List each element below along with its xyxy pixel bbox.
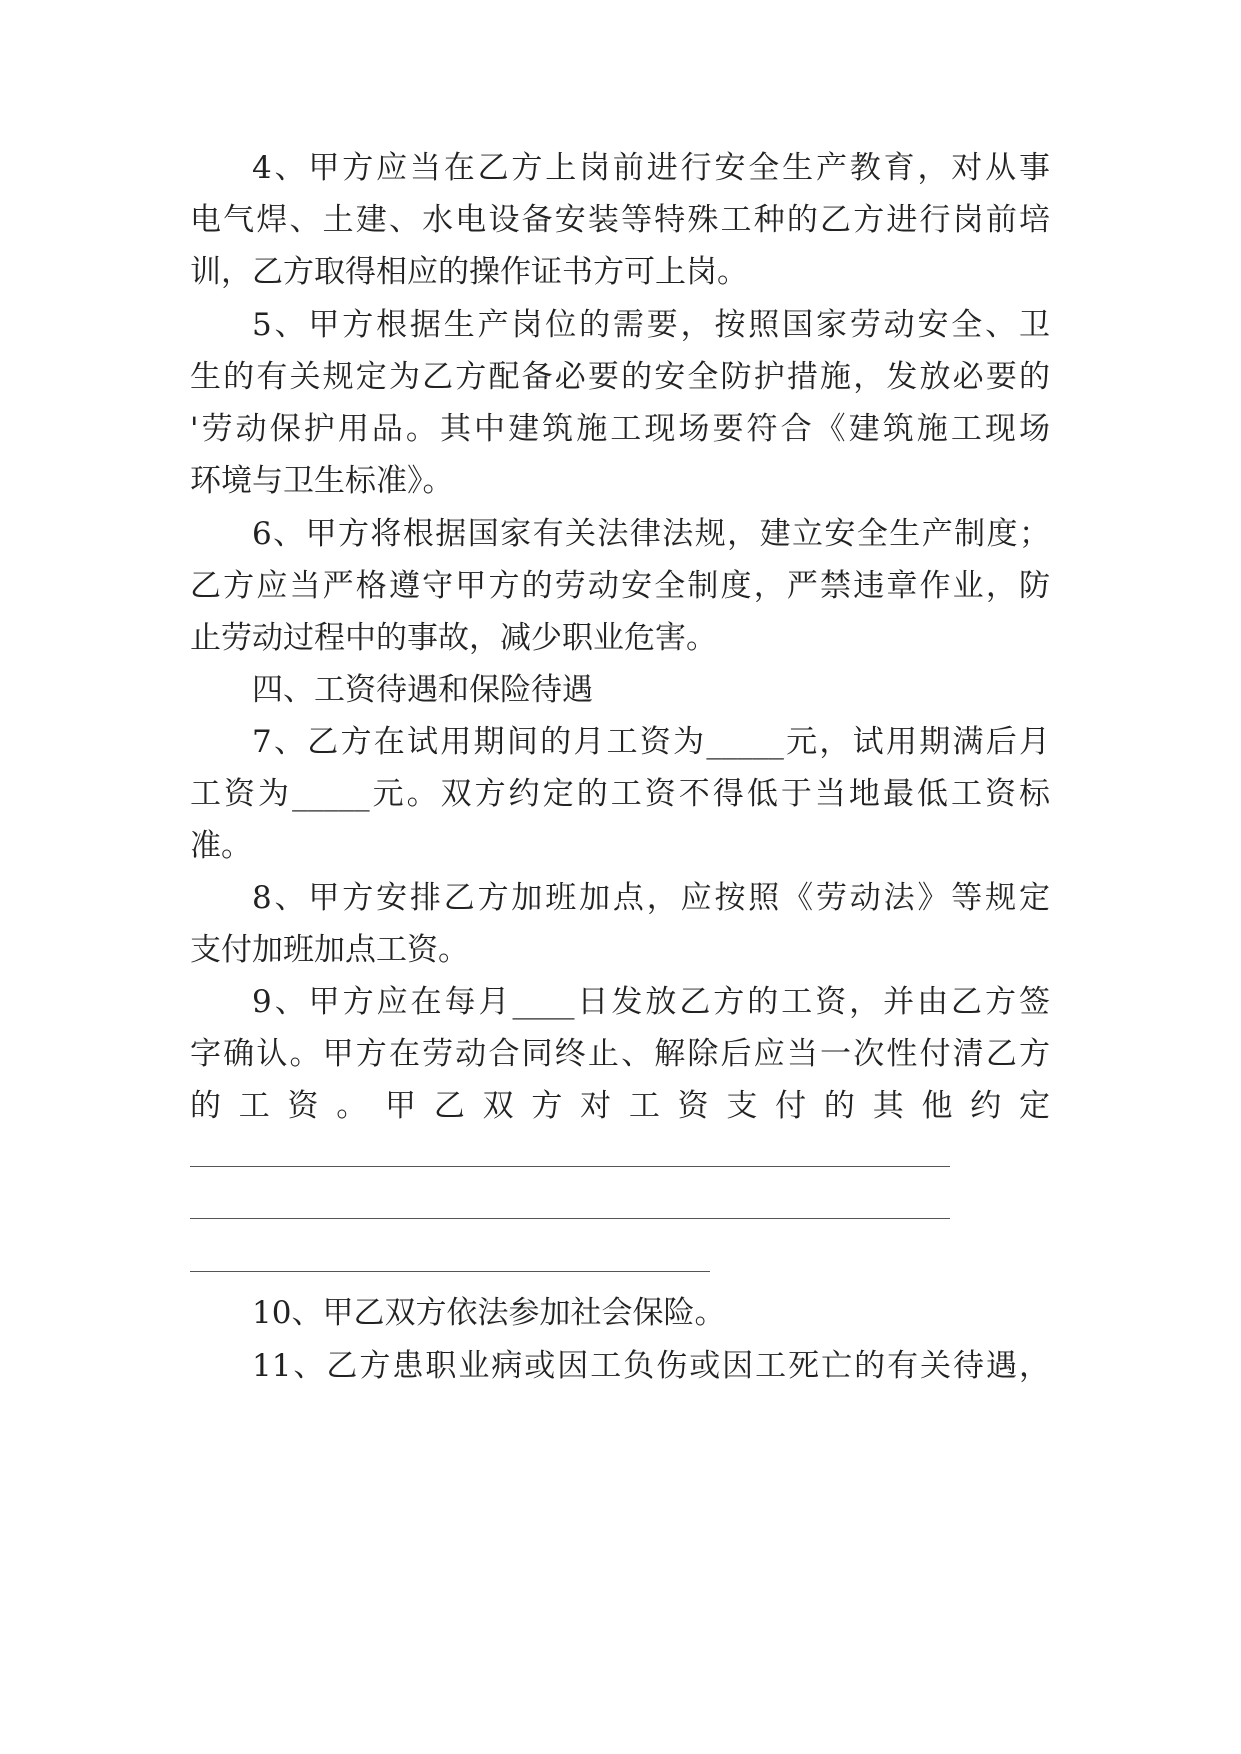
- clause-7-line-3: 准。: [190, 828, 252, 864]
- clause-4-line-1: 4、甲方应当在乙方上岗前进行安全生产教育，对从事: [252, 150, 1050, 186]
- clause-7-line-1: 7、乙方在试用期间的月工资为_____元，试用期满后月: [252, 724, 1050, 760]
- clause-9-line-3: 的 工 资 。 甲 乙 双 方 对 工 资 支 付 的 其 他 约 定: [190, 1088, 1050, 1124]
- blank-fill-line-3: [190, 1271, 710, 1272]
- clause-5-line-1: 5、甲方根据生产岗位的需要，按照国家劳动安全、卫: [252, 307, 1050, 343]
- clause-5-line-3: '劳动保护用品。其中建筑施工现场要符合《建筑施工现场: [190, 411, 1050, 447]
- clause-9-line-2: 字确认。甲方在劳动合同终止、解除后应当一次性付清乙方: [190, 1036, 1050, 1072]
- section-4-heading: 四、工资待遇和保险待遇: [252, 672, 593, 708]
- clause-5-line-4: 环境与卫生标准》。: [190, 463, 454, 499]
- clause-5-line-2: 生的有关规定为乙方配备必要的安全防护措施，发放必要的: [190, 359, 1050, 395]
- clause-6-line-1: 6、甲方将根据国家有关法律法规，建立安全生产制度；: [252, 516, 1050, 552]
- clause-11-line-1: 11、乙方患职业病或因工负伤或因工死亡的有关待遇，: [252, 1348, 1050, 1384]
- document-page: [190, 0, 1050, 1754]
- clause-7-line-2: 工资为_____元。双方约定的工资不得低于当地最低工资标: [190, 776, 1050, 812]
- clause-8-line-1: 8、甲方安排乙方加班加点，应按照《劳动法》等规定: [252, 880, 1050, 916]
- clause-8-line-2: 支付加班加点工资。: [190, 932, 469, 968]
- clause-6-line-2: 乙方应当严格遵守甲方的劳动安全制度，严禁违章作业，防: [190, 568, 1050, 604]
- blank-fill-line-1: [190, 1166, 950, 1167]
- clause-9-line-1: 9、甲方应在每月____日发放乙方的工资，并由乙方签: [252, 984, 1050, 1020]
- clause-10-line-1: 10、甲乙双方依法参加社会保险。: [252, 1295, 726, 1331]
- clause-4-line-3: 训，乙方取得相应的操作证书方可上岗。: [190, 254, 748, 290]
- blank-fill-line-2: [190, 1218, 950, 1219]
- clause-6-line-3: 止劳动过程中的事故，减少职业危害。: [190, 620, 717, 656]
- clause-4-line-2: 电气焊、土建、水电设备安装等特殊工种的乙方进行岗前培: [190, 202, 1050, 238]
